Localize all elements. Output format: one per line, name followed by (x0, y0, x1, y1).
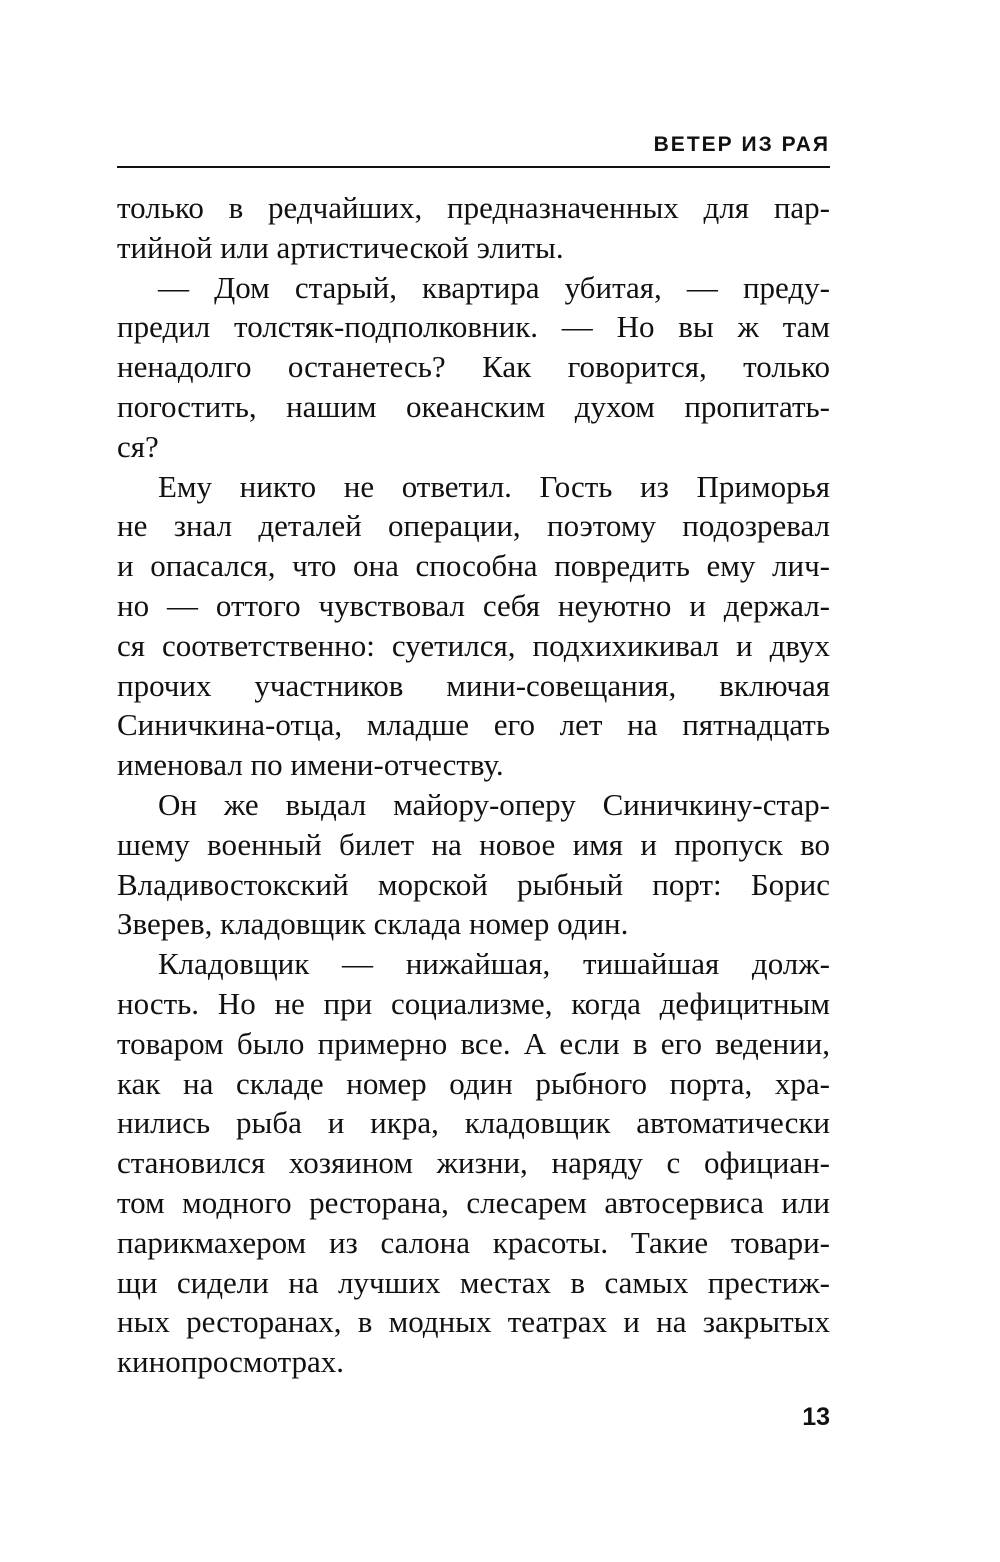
page-number: 13 (802, 1403, 830, 1431)
text-line: ных ресторанах, в модных театрах и на закрытых (117, 1304, 830, 1340)
text-line: только в редчайших, предназначенных для пар- (117, 190, 830, 225)
text-line: кинопросмотрах. (117, 1344, 345, 1380)
text-line: щи сидели на лучших местах в самых престиж- (117, 1264, 830, 1300)
body-text (117, 188, 830, 1382)
text-line: Ему никто не ответил. Гость из Приморья (158, 468, 830, 504)
text-line: именовал по имени-отчеству. (117, 747, 504, 783)
text-line: том модного ресторана, слесарем автосервиса или (117, 1184, 830, 1220)
text-line: Кладовщик — нижайшая, тишайшая долж- (158, 946, 830, 982)
text-line: как на складе номер один рыбного порта, хра- (117, 1065, 830, 1101)
running-head: ВЕТЕР ИЗ РАЯ (653, 133, 830, 156)
text-line: предил толстяк-подполковник. — Но вы ж там (117, 309, 830, 345)
text-line: Зверев, кладовщик склада номер один. (117, 906, 629, 942)
text-line: Владивостокский морской рыбный порт: Борис (117, 866, 830, 902)
text-line: ся соответственно: суетился, подхихикивал и двух (117, 627, 830, 663)
text-line: прочих участников мини-совещания, включая (117, 667, 830, 703)
text-line: товаром было примерно все. А если в его ведении, (117, 1025, 830, 1061)
text-line: не знал деталей операции, поэтому подозревал (117, 508, 830, 544)
text-line: и опасался, что она способна повредить ему лич- (117, 548, 830, 584)
text-line: ность. Но не при социализме, когда дефицитным (117, 985, 830, 1021)
text-line: — Дом старый, квартира убитая, — преду- (158, 269, 830, 305)
text-line: ненадолго останетесь? Как говорится, только (117, 349, 830, 385)
text-line: ся? (117, 428, 159, 464)
text-line: шему военный билет на новое имя и пропуск во (117, 826, 830, 862)
text-line: парикмахером из салона красоты. Такие товари- (117, 1224, 830, 1260)
text-line: погостить, нашим океанским духом пропитать- (117, 388, 830, 424)
header-rule (117, 166, 830, 168)
text-line: становился хозяином жизни, наряду с официан- (117, 1145, 830, 1181)
text-line: но — оттого чувствовал себя неуютно и держал- (117, 587, 830, 623)
text-line: нились рыба и икра, кладовщик автоматически (117, 1105, 830, 1141)
text-line: тийной или артистической элиты. (117, 229, 564, 265)
text-line: Синичкина-отца, младше его лет на пятнадцать (117, 707, 830, 743)
text-line: Он же выдал майору-оперу Синичкину-стар- (158, 786, 830, 822)
